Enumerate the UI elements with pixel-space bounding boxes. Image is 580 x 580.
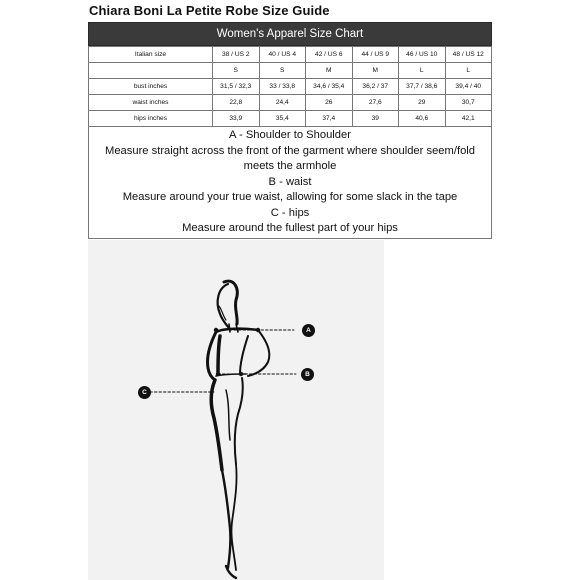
measurement-instructions [88, 124, 492, 239]
table-cell: 38 / US 2 [213, 47, 260, 63]
table-cell: 39,4 / 40 [445, 79, 492, 95]
table-cell: 40,6 [399, 111, 446, 127]
table-cell: S [213, 63, 260, 79]
waist-point-right [239, 372, 243, 376]
page-title: Chiara Boni La Petite Robe Size Guide [89, 3, 330, 18]
instruction-c-text: Measure around the fullest part of your hips [182, 222, 398, 234]
table-cell: 33,9 [213, 111, 260, 127]
table-cell: Italian size [89, 47, 213, 63]
waist-point-left [216, 372, 220, 376]
marker-a: A [302, 324, 315, 337]
table-row [89, 79, 492, 95]
figure-hip-right [235, 378, 243, 464]
figure-hair [224, 281, 237, 324]
table-cell: M [306, 63, 353, 79]
table-cell: 39 [352, 111, 399, 127]
table-cell: 42,1 [445, 111, 492, 127]
table-cell: 40 / US 4 [259, 47, 306, 63]
fashion-sketch-figure [88, 240, 384, 580]
marker-b: B [301, 368, 314, 381]
table-cell: 46 / US 10 [399, 47, 446, 63]
instruction-b-title: B - waist [268, 175, 312, 188]
table-row [89, 63, 492, 79]
table-row [89, 95, 492, 111]
size-chart-header: Women's Apparel Size Chart [88, 22, 492, 46]
table-cell: 27,6 [352, 95, 399, 111]
table-cell: 31,5 / 32,3 [213, 79, 260, 95]
table-cell [89, 63, 213, 79]
table-cell: waist inches [89, 95, 213, 111]
figure-left-arm [207, 332, 216, 380]
table-cell: L [399, 63, 446, 79]
table-cell: 29 [399, 95, 446, 111]
table-cell: 36,2 / 37 [352, 79, 399, 95]
table-cell: 37,4 [306, 111, 353, 127]
table-cell: S [259, 63, 306, 79]
size-chart-table [88, 46, 492, 127]
figure-bodice-left [218, 336, 220, 372]
table-cell: 26 [306, 95, 353, 111]
table-cell: 33 / 33,8 [259, 79, 306, 95]
table-cell: bust inches [89, 79, 213, 95]
figure-hip-left [211, 380, 222, 470]
figure-foot [226, 566, 236, 578]
table-cell: 44 / US 9 [352, 47, 399, 63]
table-cell: M [352, 63, 399, 79]
table-cell: 37,7 / 38,6 [399, 79, 446, 95]
table-cell: L [445, 63, 492, 79]
figure-bodice-right [240, 336, 248, 374]
figure-right-arm [248, 330, 269, 376]
instruction-a-title: A - Shoulder to Shoulder [229, 129, 351, 141]
table-cell: 24,4 [259, 95, 306, 111]
fashion-figure-panel [88, 240, 384, 580]
figure-leg-left [222, 470, 230, 568]
table-cell: 34,6 / 35,4 [306, 79, 353, 95]
shoulder-point-left [214, 328, 218, 332]
table-cell: 30,7 [445, 95, 492, 111]
figure-dress-inner [226, 390, 230, 440]
marker-c: C [138, 386, 151, 399]
table-cell: 48 / US 12 [445, 47, 492, 63]
shoulder-point-right [256, 328, 260, 332]
table-row [89, 47, 492, 63]
instruction-c-title: C - hips [270, 206, 310, 219]
table-cell: 35,4 [259, 111, 306, 127]
table-cell: 22,8 [213, 95, 260, 111]
table-cell: hips inches [89, 111, 213, 127]
table-cell: 42 / US 6 [306, 47, 353, 63]
instruction-a-text: Measure straight across the front of the garment where shoulder seem/fold meets the armhole [105, 144, 475, 172]
figure-leg-right [231, 464, 236, 570]
instruction-b-text: Measure around your true waist, allowing for some slack in the tape [122, 191, 458, 203]
